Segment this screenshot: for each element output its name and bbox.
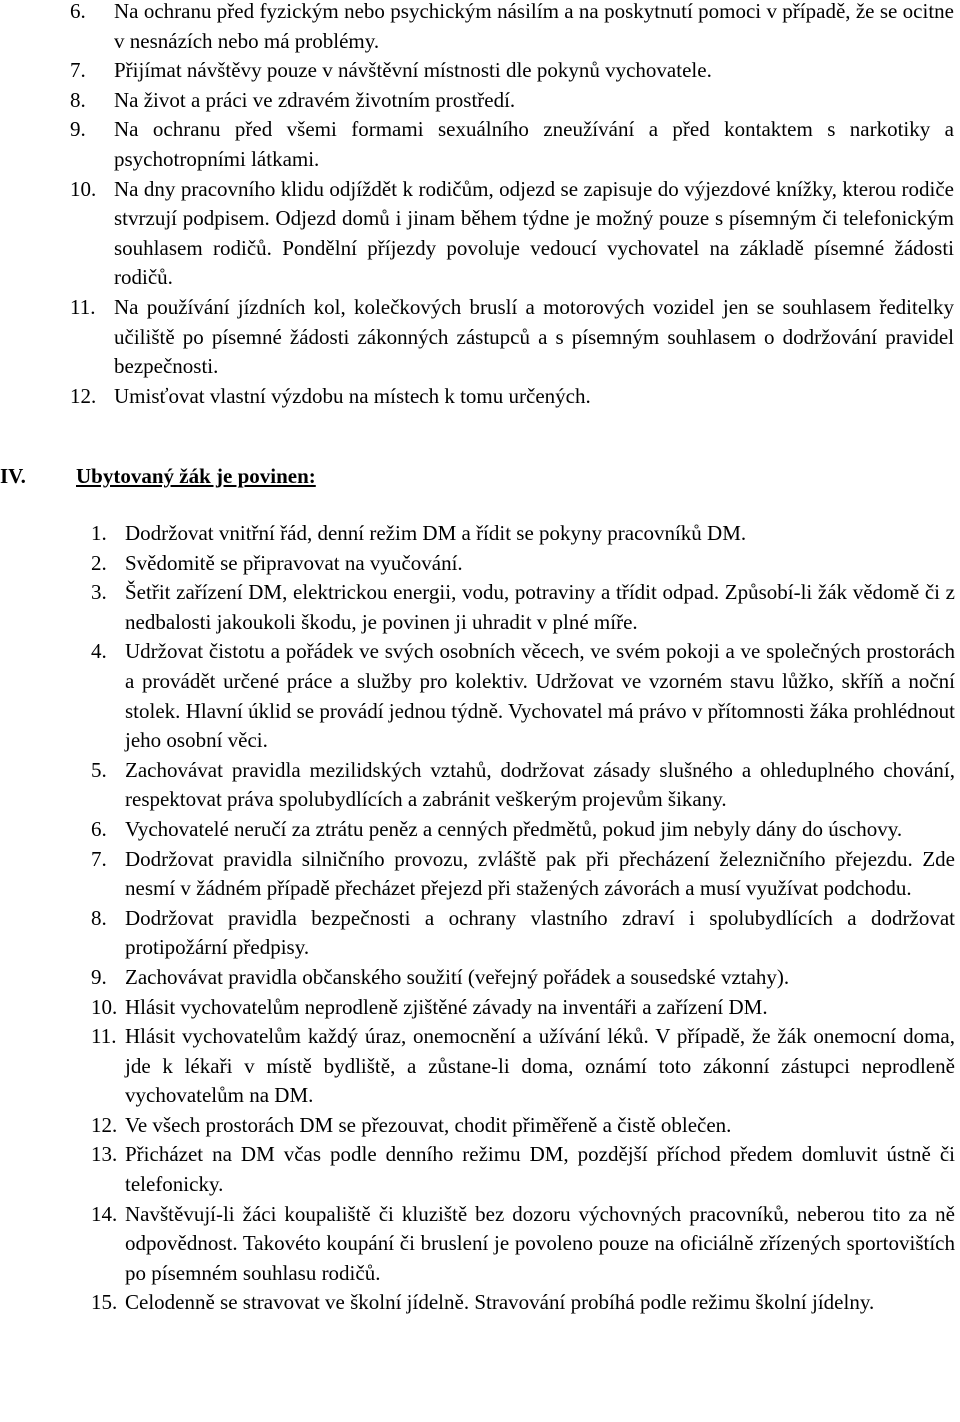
list-item (0, 86, 960, 116)
list-item (0, 519, 960, 549)
item-number: 15. (91, 1290, 118, 1315)
item-text: Na ochranu před všemi formami sexuálního zneužívání a před kontaktem s narkotiky a psychotropními látkami. (114, 117, 954, 171)
list-item (0, 993, 960, 1023)
list-item (0, 1288, 960, 1318)
item-number: 13. (91, 1142, 118, 1167)
item-text: Hlásit vychovatelům neprodleně zjištěné závady na inventáři a zařízení DM. (125, 994, 768, 1019)
item-number: 11. (70, 294, 96, 319)
list-item (0, 0, 960, 56)
list-item (0, 382, 960, 412)
list-item (0, 1140, 960, 1199)
item-text: Šetřit zařízení DM, elektrickou energii, vodu, potraviny a třídit odpad. Způsobí-li žák vědomě či z nedbalosti jakoukoli škodu, je povinen ji uhradit v plné míře. (125, 580, 955, 634)
item-number: 4. (91, 639, 107, 664)
item-text: Dodržovat pravidla silničního provozu, zvláště pak při přecházení železničního přejezdu. Zde nesmí v žádném případě přecházet přejezd při stažených závorách a musí využívat podchodu. (125, 846, 955, 901)
list-item (0, 56, 960, 86)
list-item (0, 578, 960, 637)
item-text: Zachovávat pravidla občanského soužití (veřejný pořádek a sousedské vztahy). (125, 964, 790, 989)
duties-list (0, 519, 960, 1318)
list-item (0, 549, 960, 579)
item-text: Vychovatelé neručí za ztrátu peněz a cenných předmětů, pokud jim nebyly dány do úschovy. (125, 816, 903, 841)
rights-list (0, 0, 960, 411)
item-text: Přijímat návštěvy pouze v návštěvní místnosti dle pokynů vychovatele. (114, 58, 712, 83)
item-number: 12. (91, 1112, 118, 1137)
list-item (0, 1022, 960, 1111)
item-text: Přicházet na DM včas podle denního režimu DM, pozdější příchod předem domluvit ústně či telefonicky. (125, 1142, 955, 1197)
item-text: Dodržovat pravidla bezpečnosti a ochrany vlastního zdraví i spolubydlících a dodržovat protipožární předpisy. (125, 905, 955, 960)
item-number: 9. (70, 117, 86, 142)
list-item (0, 845, 960, 904)
item-text: Zachovávat pravidla mezilidských vztahů, dodržovat zásady slušného a ohleduplného chování, respektovat práva spolubydlících a zabránit veškerým projevům šikany. (125, 757, 955, 812)
item-number: 11. (91, 1024, 117, 1049)
item-text: Celodenně se stravovat ve školní jídelně. Stravování probíhá podle režimu školní jídelny. (125, 1290, 875, 1315)
item-number: 9. (91, 964, 107, 989)
list-item (0, 1200, 960, 1289)
item-number: 1. (91, 521, 107, 545)
item-text: Ve všech prostorách DM se přezouvat, chodit přiměřeně a čistě oblečen. (125, 1112, 732, 1137)
item-number: 8. (70, 87, 86, 112)
item-number: 6. (91, 816, 107, 841)
item-number: 8. (91, 905, 107, 930)
item-text: Dodržovat vnitřní řád, denní režim DM a řídit se pokyny pracovníků DM. (125, 521, 747, 545)
section-title: Ubytovaný žák je povinen: (76, 464, 316, 488)
item-number: 10. (91, 994, 118, 1019)
item-number: 7. (70, 58, 86, 83)
item-text: Umisťovat vlastní výzdobu na místech k tomu určených. (114, 383, 591, 408)
item-number: 10. (70, 176, 97, 201)
item-text: Na používání jízdních kol, kolečkových bruslí a motorových vozidel jen se souhlasem ředitelky učiliště po písemné žádosti zákonných zástupců a s písemným souhlasem o dodržování pravidel bezpečnosti. (114, 294, 954, 379)
list-item (0, 963, 960, 993)
item-text: Hlásit vychovatelům každý úraz, onemocnění a užívání léků. V případě, že žák onemocní doma, jde k lékaři v místě bydliště, a zůstane-li doma, oznámí toto zákonní zástupci neprodleně vychovatelům na DM. (125, 1024, 955, 1108)
item-number: 14. (91, 1201, 118, 1226)
list-item (0, 756, 960, 815)
item-number: 2. (91, 550, 107, 575)
item-text: Na ochranu před fyzickým nebo psychickým násilím a na poskytnutí pomoci v případě, že se ocitne v nesnázích nebo má problémy. (114, 0, 954, 53)
item-text: Udržovat čistotu a pořádek ve svých osobních věcech, ve svém pokoji a ve společných prostorách a provádět určené práce a služby pro kolektiv. Udržovat ve vzorném stavu lůžko, skříň a noční stolek. Hlavní úklid se provádí jednou týdně. Vychovatel má právo v přítomnosti žáka prohlédnout jeho osobní věci. (125, 639, 955, 753)
item-number: 6. (70, 0, 86, 23)
list-item (0, 637, 960, 755)
item-text: Svědomitě se připravovat na vyučování. (125, 550, 463, 575)
list-item (0, 904, 960, 963)
section-number: IV. (0, 464, 26, 488)
list-item (0, 1111, 960, 1141)
item-text: Na život a práci ve zdravém životním prostředí. (114, 87, 516, 112)
list-item (0, 175, 960, 293)
list-item (0, 115, 960, 174)
item-text: Navštěvují-li žáci koupaliště či kluziště bez dozoru výchovných pracovníků, neberou tito za ně odpovědnost. Takovéto koupání či bruslení je povoleno pouze na oficiálně zřízených sportovištích po písemném souhlasu rodičů. (125, 1201, 955, 1285)
list-item (0, 293, 960, 382)
item-number: 7. (91, 846, 107, 871)
item-number: 3. (91, 580, 107, 605)
item-number: 12. (70, 383, 97, 408)
list-item (0, 815, 960, 845)
item-text: Na dny pracovního klidu odjíždět k rodičům, odjezd se zapisuje do výjezdové knížky, kterou rodiče stvrzují podpisem. Odjezd domů i jinam během týdne je možný pouze s písemným či telefonickým souhlasem rodičů. Pondělní příjezdy povoluje vedoucí vychovatel na základě písemné žádosti rodičů. (114, 176, 954, 290)
item-number: 5. (91, 757, 107, 782)
